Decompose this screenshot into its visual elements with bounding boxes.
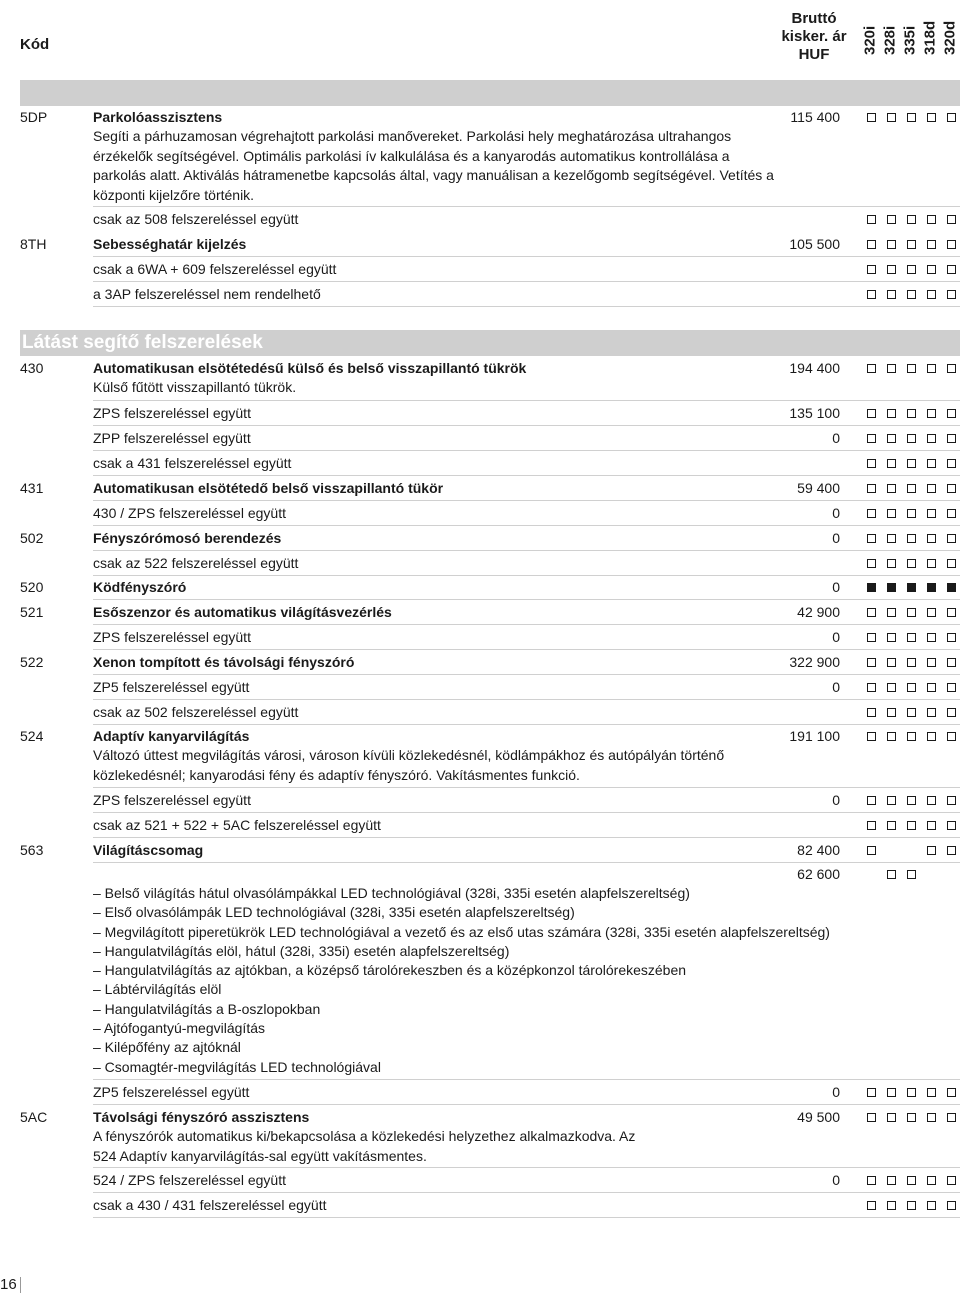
availability-boxes [860,870,960,880]
option-condition: ZP5 felszereléssel együtt [93,679,250,695]
availability-box [927,796,936,805]
availability-box [867,265,876,274]
availability-box [907,732,916,741]
availability-box [867,796,876,805]
availability-box [947,559,956,568]
list-item: – Lábtérvilágítás elöl [93,981,222,998]
option-price: 191 100 [789,728,840,744]
availability-boxes [860,113,960,123]
option-price: 0 [832,579,840,595]
row-divider [93,1217,960,1218]
availability-box [867,215,876,224]
option-price: 115 400 [790,109,840,125]
availability-box [907,113,916,122]
availability-box [947,732,956,741]
availability-box-standard [867,583,876,592]
option-price: 0 [832,430,840,446]
availability-box [947,434,956,443]
availability-box [907,796,916,805]
option-condition: csak az 502 felszereléssel együtt [93,704,299,720]
availability-box [927,732,936,741]
option-price: 62 600 [797,866,840,882]
availability-box [947,484,956,493]
availability-box [887,821,896,830]
availability-box [867,1176,876,1185]
availability-box [907,484,916,493]
availability-box [947,683,956,692]
availability-boxes [860,265,960,275]
option-condition: 430 / ZPS felszereléssel együtt [93,505,286,521]
option-price: 105 500 [789,236,840,252]
model-header: 320d [941,20,959,55]
availability-box [867,364,876,373]
availability-box [867,484,876,493]
availability-boxes [860,708,960,718]
availability-box [867,1201,876,1210]
row-divider [93,425,960,426]
list-item: – Első olvasólámpák LED technológiával (328i, 335i esetén alapfelszereltség) [93,904,575,921]
option-price: 82 400 [797,842,840,858]
option-title: Adaptív kanyarvilágítás [93,728,250,744]
row-divider [93,475,960,476]
option-price: 59 400 [797,480,840,496]
list-item: – Hangulatvilágítás elöl, hátul (328i, 335i) esetén alapfelszereltség) [93,942,510,959]
row-divider [93,1079,960,1080]
availability-boxes [860,1113,960,1123]
option-price: 0 [832,505,840,521]
option-condition: ZPS felszereléssel együtt [93,792,251,808]
availability-box [867,608,876,617]
availability-box [887,459,896,468]
availability-box [867,821,876,830]
availability-box [947,796,956,805]
availability-box [887,290,896,299]
availability-box [867,434,876,443]
availability-box [947,364,956,373]
row-divider [93,206,960,207]
availability-box [907,434,916,443]
option-code: 521 [20,604,44,620]
availability-box-standard [887,583,896,592]
availability-boxes [860,658,960,668]
availability-boxes [860,1201,960,1211]
availability-box [947,459,956,468]
option-code: 502 [20,530,44,546]
availability-box-standard [927,583,936,592]
section-heading: Látást segítő felszerelések [20,330,960,356]
availability-boxes [860,364,960,374]
option-condition: ZPS felszereléssel együtt [93,405,251,421]
availability-box [887,484,896,493]
option-price: 135 100 [789,405,840,421]
option-code: 520 [20,579,44,595]
row-divider [93,649,960,650]
availability-boxes [860,434,960,444]
availability-box [887,1201,896,1210]
availability-box [947,240,956,249]
option-title: Automatikusan elsötétedő belső visszapillantó tükör [93,480,444,496]
option-code: 5DP [20,109,48,125]
availability-box [927,633,936,642]
availability-box [927,509,936,518]
availability-box [867,409,876,418]
option-title: Parkolóasszisztens [93,109,223,125]
availability-box [927,658,936,667]
column-header-price [772,10,856,64]
availability-box [867,290,876,299]
availability-box [907,265,916,274]
row-divider [93,575,960,576]
availability-box [907,290,916,299]
option-description: Segíti a párhuzamosan végrehajtott parkolási manővereket. Parkolási hely meghatározása ultrahangos érzékelők segítségével. Optimális parkolási ív kalkulálása és a kanyarodás automatikus kontrollálása a parkolás alatt. Aktiválás hátramenetbe kapcsolás által, vagy manuálisan a kezelőgomb segítségével. Vetítés a központi kijelzőre történik. [93,128,774,203]
option-price: 0 [832,530,840,546]
availability-boxes [860,583,960,593]
option-condition: ZPS felszereléssel együtt [93,629,251,645]
availability-box [927,708,936,717]
availability-box [867,708,876,717]
column-header-code: Kód [20,36,50,53]
option-title: Ködfényszóró [93,579,187,595]
availability-boxes [860,732,960,742]
availability-box [947,821,956,830]
list-item: – Hangulatvilágítás a B-oszlopokban [93,1000,321,1017]
row-divider [93,306,960,307]
option-condition: csak a 431 felszereléssel együtt [93,455,292,471]
availability-box [947,290,956,299]
availability-box [907,459,916,468]
row-divider [93,1104,960,1105]
availability-box [927,608,936,617]
row-divider [93,400,960,401]
option-title: Automatikusan elsötétedésű külső és belső visszapillantó tükrök [93,360,527,376]
row-divider [93,724,960,725]
availability-box [907,821,916,830]
price-header-line3: HUF [798,46,830,63]
availability-box [907,215,916,224]
option-title: Fényszórómosó berendezés [93,530,282,546]
availability-boxes [860,240,960,250]
availability-box [927,215,936,224]
availability-box [927,364,936,373]
availability-box [927,240,936,249]
availability-box [887,1176,896,1185]
row-divider [93,450,960,451]
availability-boxes [860,484,960,494]
availability-box [907,1113,916,1122]
availability-boxes [860,821,960,831]
option-price: 49 500 [797,1109,840,1125]
availability-box [927,846,936,855]
availability-box [927,534,936,543]
row-divider [93,281,960,282]
option-code: 524 [20,728,44,744]
availability-box-standard [947,583,956,592]
list-item: – Ajtófogantyú-megvilágítás [93,1020,265,1037]
option-condition: csak a 6WA + 609 felszereléssel együtt [93,261,337,277]
availability-boxes [860,509,960,519]
availability-box [887,434,896,443]
option-title: Xenon tompított és távolsági fényszóró [93,654,355,670]
option-description: A fényszórók automatikus ki/bekapcsolása a közlekedési helyzethez alkalmazkodva. Az 524 Adaptív kanyarvilágítás-sal együtt vakításmentes. [93,1128,636,1164]
availability-boxes [860,1088,960,1098]
availability-box [947,708,956,717]
header-divider-bar [20,80,960,106]
availability-box [927,1201,936,1210]
row-divider [93,787,960,788]
option-code: 563 [20,842,44,858]
availability-box [887,559,896,568]
availability-box [887,870,896,879]
availability-box [887,215,896,224]
availability-box [947,409,956,418]
model-header: 335i [901,25,919,55]
model-header: 318d [921,20,939,55]
row-divider [93,500,960,501]
availability-box [907,364,916,373]
availability-boxes [860,1176,960,1186]
availability-box [907,1176,916,1185]
availability-box [867,658,876,667]
availability-box [927,1176,936,1185]
row-divider [93,837,960,838]
availability-box [907,534,916,543]
option-condition: csak az 521 + 522 + 5AC felszereléssel együtt [93,817,381,833]
availability-box [947,658,956,667]
row-divider [93,525,960,526]
availability-box [947,534,956,543]
option-condition: 524 / ZPS felszereléssel együtt [93,1172,286,1188]
availability-boxes [860,290,960,300]
availability-box [927,409,936,418]
availability-boxes [860,796,960,806]
option-price: 0 [832,629,840,645]
availability-box [887,534,896,543]
page-footer [0,1276,17,1293]
availability-box [867,534,876,543]
availability-box [907,1201,916,1210]
availability-box [947,113,956,122]
availability-boxes [860,633,960,643]
availability-box [887,708,896,717]
availability-box [887,683,896,692]
row-divider [93,1192,960,1193]
row-divider [93,599,960,600]
option-condition: a 3AP felszereléssel nem rendelhető [93,286,321,302]
availability-box [887,633,896,642]
availability-box [947,1201,956,1210]
availability-boxes [860,409,960,419]
availability-box [927,683,936,692]
availability-box [887,113,896,122]
availability-box [887,658,896,667]
availability-box [867,732,876,741]
model-headers [860,8,960,72]
option-title: Sebességhatár kijelzés [93,236,247,252]
row-divider [93,812,960,813]
availability-box [867,846,876,855]
availability-box [887,732,896,741]
availability-box [947,846,956,855]
availability-box [867,240,876,249]
option-condition: csak a 430 / 431 felszereléssel együtt [93,1197,327,1213]
availability-box [867,683,876,692]
availability-box [907,708,916,717]
model-header: 328i [881,25,899,55]
availability-box [947,1113,956,1122]
availability-box [947,608,956,617]
availability-box [927,113,936,122]
availability-boxes [860,534,960,544]
row-divider [93,550,960,551]
availability-box [927,559,936,568]
availability-box [867,509,876,518]
option-code: 431 [20,480,44,496]
row-divider [93,674,960,675]
option-title: Távolsági fényszóró asszisztens [93,1109,310,1125]
list-item: – Hangulatvilágítás az ajtókban, a középső tárolórekeszben és a középkonzol tárolórekeszében [93,962,687,979]
availability-box [927,1113,936,1122]
availability-boxes [860,459,960,469]
price-header-line1: Bruttó [791,10,837,27]
list-item: – Megvilágított piperetükrök LED technológiával a vezető és az első utas számára (328i, 335i esetén alapfelszereltség) [93,923,830,940]
availability-box [867,1113,876,1122]
option-description: Változó úttest megvilágítás városi, városon kívüli közlekedésnél, ködlámpákhoz és autópályán történő közlekedésnél; kanyarodási fény és adaptív fényszóró. Vakításmentes funkció. [93,747,725,783]
availability-box [927,290,936,299]
option-code: 5AC [20,1109,48,1125]
availability-box [907,608,916,617]
availability-box [927,434,936,443]
option-price: 0 [832,679,840,695]
availability-box [927,1088,936,1097]
option-condition: csak az 508 felszereléssel együtt [93,211,299,227]
option-condition: csak az 522 felszereléssel együtt [93,555,299,571]
availability-box [887,608,896,617]
option-code: 522 [20,654,44,670]
availability-box [907,509,916,518]
availability-box [907,683,916,692]
availability-boxes [860,846,960,856]
option-condition: ZPP felszereléssel együtt [93,430,251,446]
availability-box [867,633,876,642]
availability-boxes [860,215,960,225]
option-condition: ZP5 felszereléssel együtt [93,1084,250,1100]
option-price: 322 900 [789,654,840,670]
availability-box [947,1176,956,1185]
availability-box [867,459,876,468]
option-price: 0 [832,792,840,808]
availability-box [887,409,896,418]
availability-boxes [860,608,960,618]
row-divider [93,1167,960,1168]
availability-boxes [860,559,960,569]
option-price: 42 900 [797,604,840,620]
availability-box [947,509,956,518]
option-code: 430 [20,360,44,376]
option-price: 0 [832,1084,840,1100]
availability-box [927,821,936,830]
availability-box [887,265,896,274]
availability-box [867,559,876,568]
availability-box [907,870,916,879]
option-price: 0 [832,1172,840,1188]
availability-box [947,633,956,642]
availability-box [927,484,936,493]
availability-box [907,409,916,418]
availability-box [907,633,916,642]
price-header-line2: kisker. ár [781,28,847,45]
model-header: 320i [861,25,879,55]
option-price: 194 400 [789,360,840,376]
availability-box [927,265,936,274]
availability-box-standard [907,583,916,592]
availability-box [947,265,956,274]
availability-boxes [860,683,960,693]
availability-box [887,240,896,249]
availability-box [887,509,896,518]
row-divider [93,862,960,863]
feature-list [93,884,830,1077]
availability-box [907,559,916,568]
availability-box [887,796,896,805]
footer-divider [20,1277,21,1293]
availability-box [887,1088,896,1097]
list-item: – Csomagtér-megvilágítás LED technológiával [93,1058,381,1075]
availability-box [867,1088,876,1097]
availability-box [907,1088,916,1097]
availability-box [887,364,896,373]
availability-box [867,113,876,122]
availability-box [907,240,916,249]
list-item: – Kilépőfény az ajtóknál [93,1039,241,1056]
row-divider [93,624,960,625]
page-number: 16 [0,1276,17,1293]
availability-box [907,658,916,667]
row-divider [93,699,960,700]
option-code: 8TH [20,236,47,252]
availability-box [887,1113,896,1122]
option-title: Esőszenzor és automatikus világításvezérlés [93,604,392,620]
availability-box [947,215,956,224]
availability-box [947,1088,956,1097]
row-divider [93,256,960,257]
option-description: Külső fűtött visszapillantó tükrök. [93,379,297,395]
list-item: – Belső világítás hátul olvasólámpákkal LED technológiával (328i, 335i esetén alapfelszereltség) [93,885,690,901]
availability-box [927,459,936,468]
option-title: Világításcsomag [93,842,204,858]
